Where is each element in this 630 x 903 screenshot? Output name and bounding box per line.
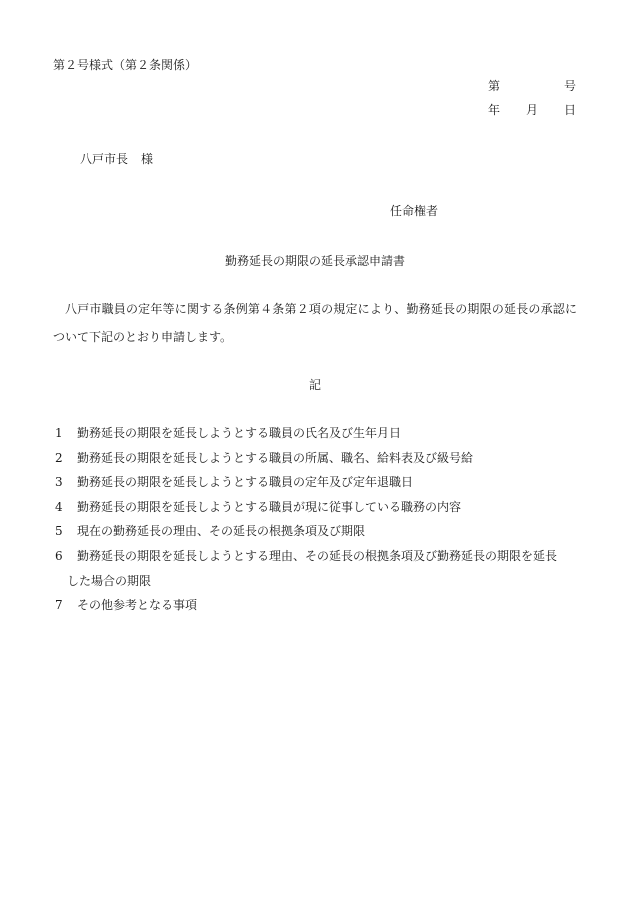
item-number: 3 <box>55 475 63 490</box>
document-number-suffix: 号 <box>563 79 576 93</box>
item-text: 現在の勤務延長の理由、その延長の根拠条項及び期限 <box>77 524 366 539</box>
addressee-name: 八戸市長 <box>80 152 129 166</box>
item-number: 1 <box>55 426 63 440</box>
item-text: 勤務延長の期限を延長しようとする職員の定年及び定年退職日 <box>77 475 414 490</box>
item-number: 4 <box>55 499 63 514</box>
list-item <box>53 495 581 520</box>
item-number: 7 <box>55 598 63 613</box>
document-number-prefix: 第 <box>488 79 501 93</box>
item-number: 5 <box>55 524 63 539</box>
date-month: 月 <box>525 103 538 117</box>
date-year: 年 <box>488 103 501 117</box>
list-item <box>53 446 581 471</box>
list-item <box>53 470 581 495</box>
list-item <box>53 593 581 618</box>
item-text: 勤務延長の期限を延長しようとする理由、その延長の根拠条項及び勤務延長の期限を延長 <box>77 548 558 563</box>
list-item <box>53 421 581 446</box>
date-day: 日 <box>563 103 576 117</box>
list-item <box>53 519 581 544</box>
list-item-continuation: した場合の期限 <box>67 573 152 588</box>
item-text: 勤務延長の期限を延長しようとする職員の氏名及び生年月日 <box>77 426 402 440</box>
form-number: 第２号様式（第２条関係） <box>53 58 198 72</box>
item-number: 2 <box>55 450 63 465</box>
item-text: その他参考となる事項 <box>77 598 198 613</box>
addressee <box>80 153 153 165</box>
document-number-line <box>488 80 576 92</box>
item-number: 6 <box>55 548 63 563</box>
item-text: 勤務延長の期限を延長しようとする職員が現に従事している職務の内容 <box>77 499 462 514</box>
date-line <box>488 104 576 116</box>
item-list <box>53 421 581 618</box>
body-paragraph: 八戸市職員の定年等に関する条例第４条第２項の規定により、勤務延長の期限の延長の承認について下記のとおり申請します。 <box>53 302 577 344</box>
list-item <box>53 544 581 569</box>
sender: 任命権者 <box>390 204 439 218</box>
ki-heading: 記 <box>308 378 321 392</box>
addressee-honorific: 様 <box>141 152 154 166</box>
item-text: 勤務延長の期限を延長しようとする職員の所属、職名、給料表及び級号給 <box>77 450 474 465</box>
document-title: 勤務延長の期限の延長承認申請書 <box>224 254 405 268</box>
